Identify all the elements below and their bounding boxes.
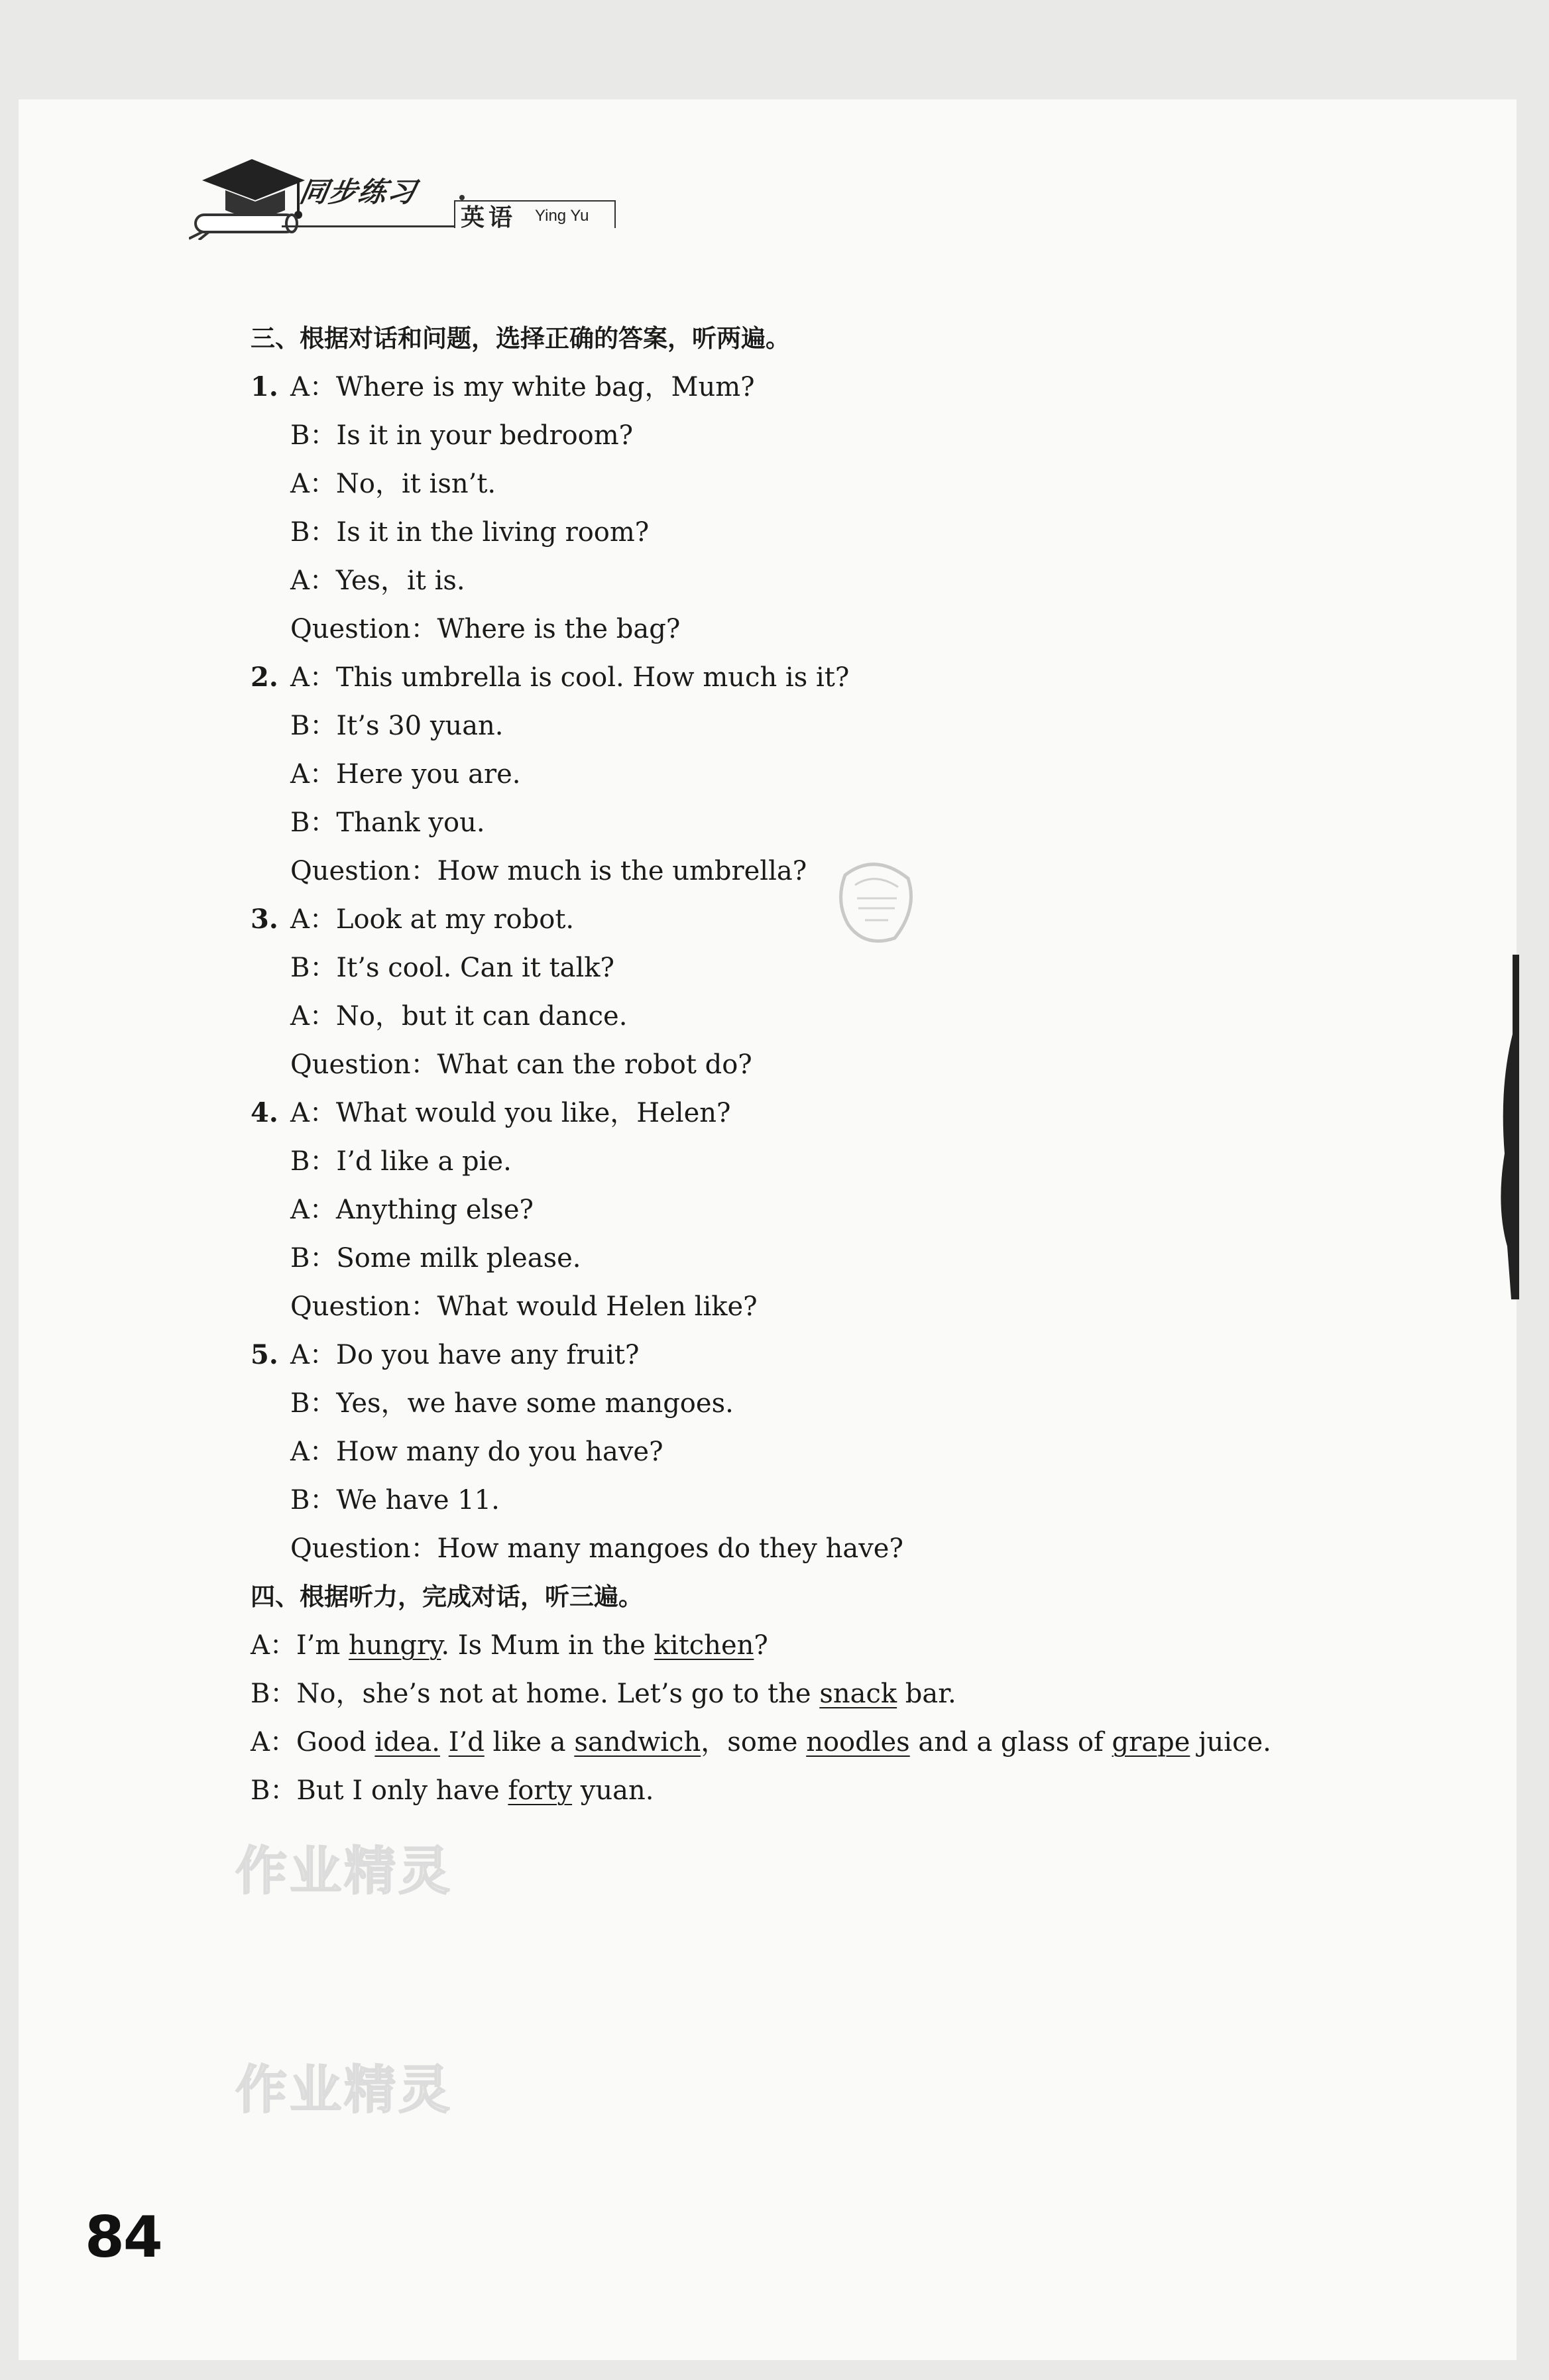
question-line: Question：What would Helen like? <box>290 1291 758 1322</box>
watermark: 作业精灵 <box>235 1842 453 1901</box>
subject-label: 英语 <box>461 204 517 231</box>
fill-in-line: B：But I only have forty yuan. <box>251 1775 654 1806</box>
fill-in-line: A：Good idea. I’d like a sandwich，some noodles and a glass of grape juice. <box>251 1727 1271 1757</box>
book-header <box>189 154 613 240</box>
item-number: 1. <box>251 371 278 402</box>
page-number: 84 <box>85 2204 162 2271</box>
question-line: Question：What can the robot do? <box>290 1049 752 1080</box>
subject-pinyin: Ying Yu <box>535 207 589 225</box>
answer-blank: noodles <box>806 1727 910 1757</box>
dialogue-line: 4. A：What would you like，Helen? <box>251 1097 731 1128</box>
dialogue-line: 5. A：Do you have any fruit? <box>251 1339 640 1370</box>
dialogue-line: A：How many do you have? <box>290 1437 663 1467</box>
answer-blank: idea. <box>374 1727 440 1757</box>
question-line: Question：How many mangoes do they have? <box>290 1533 903 1564</box>
dialogue-line: B：Is it in the living room? <box>290 517 650 548</box>
fill-in-line: A：I’m hungry. Is Mum in the kitchen? <box>251 1630 768 1661</box>
item-number: 5. <box>251 1339 278 1370</box>
item-number: 4. <box>251 1097 278 1128</box>
dialogue-line: B：Yes，we have some mangoes. <box>290 1388 734 1419</box>
dialogue-line: A：Yes，it is. <box>290 565 465 596</box>
item-number: 3. <box>251 904 278 935</box>
page-edge-shadow <box>1493 955 1519 1299</box>
dialogue-line: A：No，it isn’t. <box>290 469 496 499</box>
dialogue-line: B：Thank you. <box>290 807 485 838</box>
dialogue-line: B：We have 11. <box>290 1485 500 1516</box>
answer-blank: kitchen <box>654 1630 754 1661</box>
fill-in-line: B：No，she’s not at home. Let’s go to the snack bar. <box>251 1679 956 1709</box>
dialogue-line: B：Is it in your bedroom? <box>290 420 634 451</box>
dialogue-line: A：No，but it can dance. <box>290 1001 628 1032</box>
dialogue-line: B：Some milk please. <box>290 1243 581 1274</box>
dialogue-line: B：It’s cool. Can it talk? <box>290 953 614 983</box>
dialogue-line: 3. A：Look at my robot. <box>251 904 575 935</box>
dialogue-line: A：Anything else? <box>290 1195 534 1225</box>
question-line: Question：Where is the bag? <box>290 614 681 644</box>
stamp-icon <box>832 855 918 948</box>
item-number: 2. <box>251 662 278 693</box>
series-title: 同步练习 <box>297 176 420 208</box>
page-sheet <box>19 99 1517 2360</box>
answer-blank: hungry <box>349 1630 441 1661</box>
dialogue-line: A：Here you are. <box>290 759 521 790</box>
dialogue-line: B：It’s 30 yuan. <box>290 711 504 741</box>
question-line: Question：How much is the umbrella? <box>290 856 807 886</box>
answer-blank: grape <box>1112 1727 1190 1757</box>
section-4-title: 四、根据听力，完成对话，听三遍。 <box>251 1582 643 1611</box>
dialogue-line: B：I’d like a pie. <box>290 1146 512 1177</box>
dialogue-line: 1. A：Where is my white bag，Mum? <box>251 371 755 402</box>
section-3-title: 三、根据对话和问题，选择正确的答案，听两遍。 <box>251 324 790 353</box>
dialogue-line: 2. A：This umbrella is cool. How much is it? <box>251 662 850 693</box>
answer-blank: I’d <box>448 1727 485 1757</box>
watermark: 作业精灵 <box>235 2060 453 2120</box>
answer-blank: forty <box>508 1775 573 1806</box>
answer-blank: snack <box>819 1679 897 1709</box>
answer-blank: sandwich <box>574 1727 701 1757</box>
